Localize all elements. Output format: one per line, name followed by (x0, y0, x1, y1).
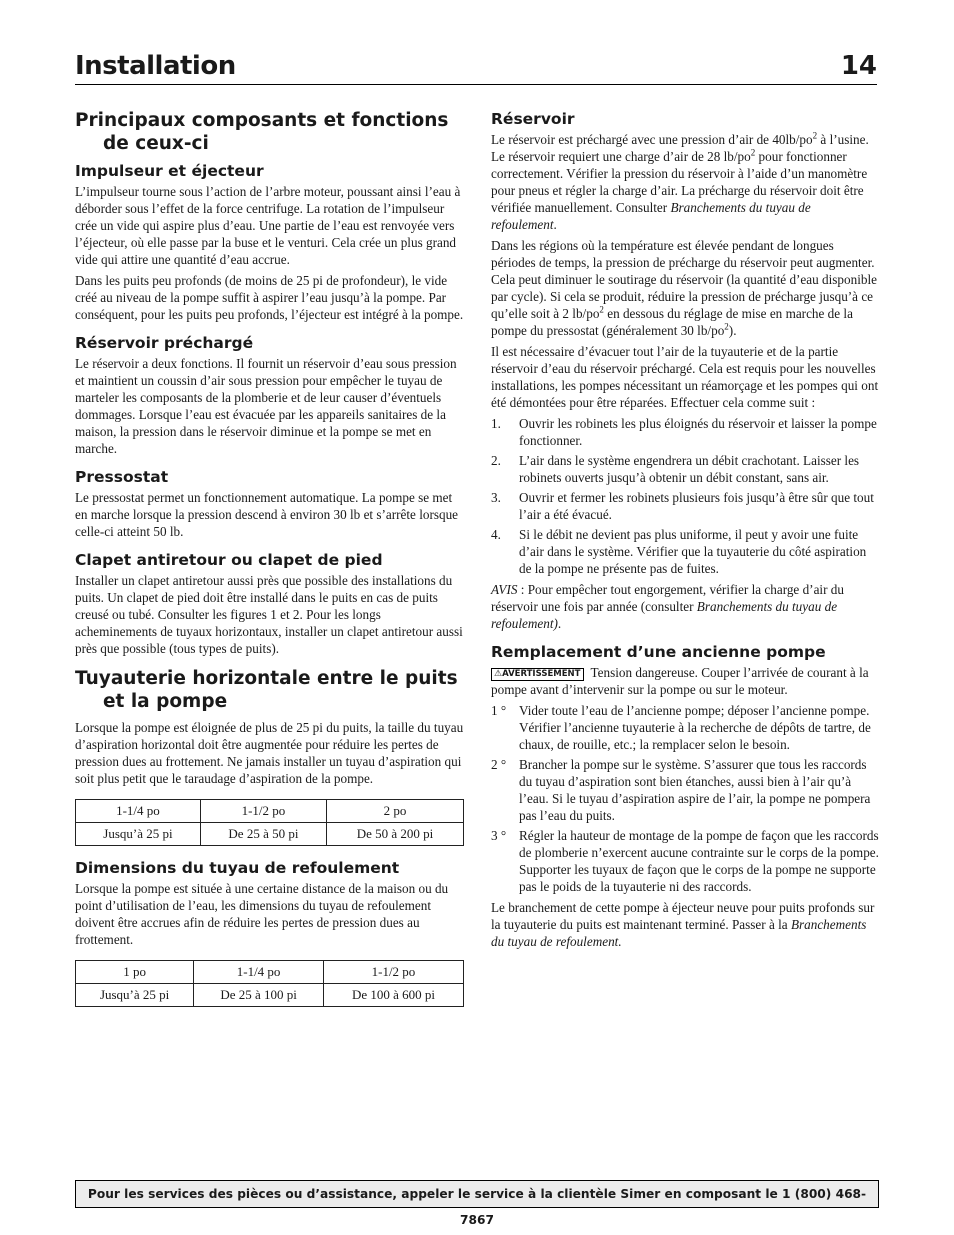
section-reservoir-precharge (75, 333, 464, 457)
warning-paragraph: ⚠AVERTISSEMENT Tension dangereuse. Couper l’arrivée de courant à la pompe avant d’intervenir sur la pompe ou sur le moteur. (491, 665, 869, 697)
heading-reservoir-precharge: Réservoir préchargé (75, 334, 254, 352)
paragraph: Dans les puits peu profonds (de moins de 25 pi de profondeur), le vide créé au niveau de la pompe suffit à aspirer l’eau jusqu’à la pompe. Par conséquent, pour les puits peu profonds, l’éjecteur est intégré à la pompe. (75, 273, 464, 322)
list-item: 3 ° Régler la hauteur de montage de la pompe de façon que les raccords de plomberie n’exercent aucune contrainte sur le corps de la pompe. Supporter les tuyaux de façon que le corps de la pompe ne supporte pas le poids de la tuyauterie ni des raccords. (491, 828, 879, 894)
discharge-pipe-table (75, 960, 464, 1007)
list-item: 1 ° Vider toute l’eau de l’ancienne pompe; déposer l’ancienne pompe. Vérifier l’ancienne tuyauterie à la recherche de dépôts de tartre, de chaux, de rouille, etc.; la remplacer selon le besoin. (491, 703, 871, 752)
page-title: Installation (75, 51, 236, 81)
table-row (76, 800, 464, 823)
paragraph: Le branchement de cette pompe à éjecteur neuve pour puits profonds sur la tuyauterie du puits est maintenant terminé. Passer à la Branchements du tuyau de refoulement. (491, 900, 875, 949)
paragraph: L’impulseur tourne sous l’action de l’arbre moteur, poussant ainsi l’eau à déborder sous l’effet de la force centrifuge. La rotation de l’impulseur crée un vide qui aspire plus d’eau. Une partie de l’eau est renvoyée vers l’éjecteur, où elle passe par la buse et le venturi. Cela crée un plus grand vide qui attire une quantité d’eau accrue. (75, 184, 461, 267)
table-cell: Jusqu’à 25 pi (76, 823, 201, 846)
table-row (76, 823, 464, 846)
list-item: 3. Ouvrir et fermer les robinets plusieurs fois jusqu’à être sûr que tout l’air a été évacué. (491, 490, 874, 522)
heading-reservoir: Réservoir (491, 110, 575, 128)
table-cell: 1-1/4 po (76, 800, 201, 823)
page-header (75, 50, 877, 85)
table-cell: 1-1/2 po (323, 961, 463, 984)
notice-paragraph: AVIS : Pour empêcher tout engorgement, vérifier la charge d’air du réservoir une fois par année (consulter Branchements du tuyau de refoulement). (491, 582, 844, 631)
list-item: 1. Ouvrir les robinets les plus éloignés du réservoir et laisser la pompe fonctionner. (491, 416, 877, 448)
heading-remplacement: Remplacement d’une ancienne pompe (491, 643, 826, 661)
left-column (75, 109, 464, 1019)
section-reservoir (491, 109, 879, 632)
table-row (76, 984, 464, 1007)
table-cell: 1-1/2 po (200, 800, 326, 823)
table-cell: 1-1/4 po (194, 961, 324, 984)
heading-pressostat: Pressostat (75, 468, 169, 486)
section-pressostat (75, 467, 464, 540)
list-item: 4. Si le débit ne devient pas plus uniforme, il peut y avoir une fuite d’air dans le système. Vérifier que la tuyauterie du côté aspiration de la pompe ne présente pas de fuites. (491, 527, 867, 576)
warning-badge: ⚠AVERTISSEMENT (491, 668, 584, 681)
table-cell: 1 po (76, 961, 194, 984)
footer-contact-bar: Pour les services des pièces ou d’assistance, appeler le service à la clientèle Simer en composant le 1 (800) 468-7867 (75, 1180, 879, 1208)
paragraph: Le pressostat permet un fonctionnement automatique. La pompe se met en marche lorsque la pression descend à environ 30 lb et s’arrête lorsque celle-ci atteint 50 lb. (75, 490, 459, 539)
table-cell: De 25 à 100 pi (194, 984, 324, 1007)
heading-impulseur: Impulseur et éjecteur (75, 162, 264, 180)
table-cell: Jusqu’à 25 pi (76, 984, 194, 1007)
heading-clapet: Clapet antiretour ou clapet de pied (75, 551, 383, 569)
table-row (76, 961, 464, 984)
heading-refoulement: Dimensions du tuyau de refoulement (75, 859, 400, 877)
paragraph: Le réservoir a deux fonctions. Il fournit un réservoir d’eau sous pression et maintient un coussin d’air sous pression pour empêcher le tuyau de marteler les composants de la plomberie et de leur causer d’éventuels dommages. Lorsque l’eau est évacuée par les appareils sanitaires de la maison, la pression dans le réservoir diminue et la pompe se met en marche. (75, 356, 457, 456)
section-remplacement (491, 642, 879, 950)
table-cell: De 100 à 600 pi (323, 984, 463, 1007)
list-item: 2. L’air dans le système engendrera un débit crachotant. Laisser les robinets ouverts jusqu’à obtenir un débit constant, sans air. (491, 453, 860, 485)
list-item: 2 ° Brancher la pompe sur le système. S’assurer que tous les raccords du tuyau d’aspiration sont bien étanches, aussi bien à l’air qu’à l’eau. Si le tuyau d’aspiration aspire de l’air, la pompe ne pompera pas l’eau du puits. (491, 757, 871, 823)
air-purge-steps (491, 415, 879, 577)
section-tuyauterie (75, 667, 464, 846)
warning-triangle-icon: ⚠ (494, 669, 503, 679)
suction-pipe-table (75, 799, 464, 846)
section-clapet (75, 550, 464, 657)
table-cell: De 25 à 50 pi (200, 823, 326, 846)
right-column (491, 109, 879, 954)
paragraph: Lorsque la pompe est située à une certaine distance de la maison ou du point d’utilisation de l’eau, les dimensions du tuyau de refoulement doivent être accrues afin de réduire les pertes de pression dues au frottement. (75, 881, 449, 947)
section-refoulement (75, 858, 464, 1007)
section-impulseur (75, 161, 464, 323)
paragraph: Le réservoir est préchargé avec une pression d’air de $40lb/po^2$ à l’usine. Le réservoir requiert une charge d’air de 28 $lb/po^2$ pour fonctionner correctement. Vérifier la pression du réservoir à l’aide d’un manomètre pour pneus et régler la charge d’air. La précharge du réservoir doit être vérifiée manuellement. Consulter Branchements du tuyau de refoulement. (491, 130, 869, 232)
page-number: 14 (840, 51, 877, 81)
heading-tuyauterie: Tuyauterie horizontale entre le puits et la pompe (75, 668, 458, 712)
paragraph: Installer un clapet antiretour aussi près que possible des installations du puits. Un clapet de pied doit être installé dans le puits en cas de puits creusé ou tubé. Consulter les figures 1 et 2. Pour les longs acheminements de tuyaux horizontaux, installer un clapet antiretour aussi près que possible (tous types de puits). (75, 573, 463, 656)
table-cell: 2 po (326, 800, 463, 823)
table-cell: De 50 à 200 pi (326, 823, 463, 846)
replacement-steps (491, 702, 879, 895)
paragraph: Dans les régions où la température est élevée pendant de longues périodes de temps, la pression de précharge du réservoir peut augmenter. Cela peut diminuer le soutirage du réservoir (la quantité d’eau disponible par cycle). Si cela se produit, réduire la pression de précharge jusqu’à ce qu’elle soit à 2 $lb/po^2$ en dessous du réglage de mise en marche de la pompe du pressostat (généralement 30 $lb/po^2$). (491, 238, 877, 338)
paragraph: Lorsque la pompe est éloignée de plus de 25 pi du puits, la taille du tuyau d’aspiration horizontal doit être augmentée pour réduire les pertes de pression dues au frottement. Ne jamais installer un tuyau d’aspiration qui soit plus petit que le taraudage d’aspiration de la pompe. (75, 720, 464, 786)
reference-link: Branchements du tuyau de refoulement (491, 200, 811, 232)
main-heading: Principaux composants et fonctions de ceux-ci (75, 110, 449, 154)
paragraph: Il est nécessaire d’évacuer tout l’air de la tuyauterie et de la partie réservoir d’eau du réservoir préchargé. Cela est requis pour les nouvelles installations, les pompes nécessitant un réamorçage et les pompes qui ont été démontées pour être réparées. Effectuer cela comme suit : (491, 344, 879, 410)
